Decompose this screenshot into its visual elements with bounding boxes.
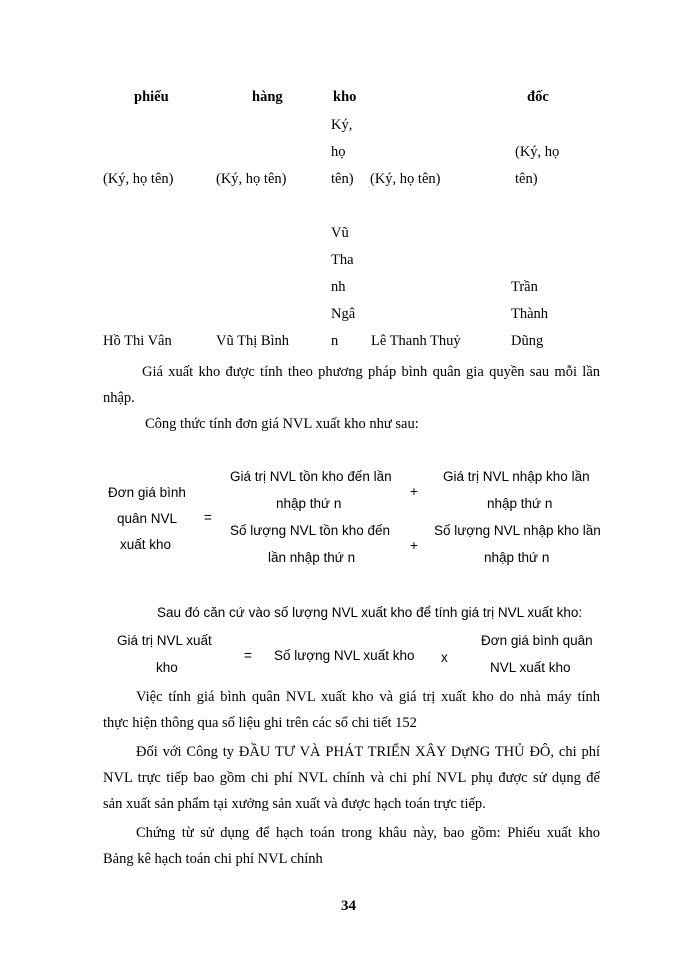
col2-sign-label: (Ký, họ tên) [216, 171, 287, 187]
formula2-lhs-line-2: kho [156, 660, 178, 675]
page-number: 34 [341, 898, 356, 914]
formula1-denominator-left-line-1: Số lượng NVL tồn kho đến [230, 523, 390, 538]
paragraph-documents [103, 820, 600, 872]
formula1-plus-top: + [410, 484, 418, 499]
formula1-numerator-right-line-2: nhập thứ n [487, 496, 553, 511]
formula1-equals: = [204, 510, 212, 525]
col5-sign-line-2: tên) [515, 171, 538, 187]
formula2-equals: = [244, 648, 252, 663]
paragraph-line: thực hiện thông qua số liệu ghi trên các sổ chi tiết 152 [103, 715, 417, 731]
col4-sign-label: (Ký, họ tên) [370, 171, 441, 187]
formula1-lhs-line-2: quân NVL [117, 511, 178, 526]
signature-header-kho: kho [333, 89, 357, 105]
col5-name-line-1: Trần [511, 279, 538, 295]
formula2-quantity: Số lượng NVL xuất kho [274, 648, 415, 663]
formula1-numerator-left-line-1: Giá trị NVL tồn kho đến lần [230, 469, 392, 484]
paragraph-line: Chứng từ sử dụng để hạch toán trong khâu này, bao gồm: Phiếu xuất kho [136, 825, 600, 841]
formula2-intro: Sau đó căn cứ vào số lượng NVL xuất kho để tính giá trị NVL xuất kho: [157, 605, 583, 620]
formula1-numerator-right-line-1: Giá trị NVL nhập kho lần [443, 469, 590, 484]
col3-sign-line-3: tên) [331, 171, 354, 187]
col3-name-line-3: nh [331, 279, 346, 295]
formula2-times: x [441, 650, 448, 665]
formula1-lhs-line-1: Đơn giá bình [108, 485, 186, 500]
col5-sign-line-1: (Ký, họ [515, 144, 560, 160]
col3-sign-line-1: Ký, [331, 117, 353, 133]
signer-name-1: Hồ Thi Vân [103, 333, 172, 349]
formula1-denominator-right-line-2: nhập thứ n [484, 550, 550, 565]
col3-name-line-5: n [331, 333, 339, 349]
col1-sign-label: (Ký, họ tên) [103, 171, 174, 187]
paragraph-line: nhập. [103, 390, 135, 406]
col3-name-line-4: Ngâ [331, 306, 356, 322]
formula2-price-line-2: NVL xuất kho [490, 660, 571, 675]
paragraph-line: Bảng kê hạch toán chi phí NVL chính [103, 851, 323, 867]
col3-name-line-1: Vũ [331, 225, 349, 241]
formula1-plus-bottom: + [410, 538, 418, 553]
col5-name-line-2: Thành [511, 306, 549, 322]
formula1-lhs-line-3: xuất kho [120, 537, 172, 552]
signer-name-2: Vũ Thị Bình [216, 333, 290, 349]
signature-header-hang: hàng [252, 89, 283, 105]
signature-header-doc: đốc [527, 89, 549, 105]
col3-sign-line-2: họ [331, 144, 346, 160]
col3-name-line-2: Tha [331, 252, 354, 268]
formula1-denominator-left-line-2: lần nhập thứ n [268, 550, 356, 565]
paragraph-pricing-method [103, 359, 600, 411]
signer-name-3: Lê Thanh Thuỷ [371, 333, 461, 349]
col5-name-line-3: Dũng [511, 333, 544, 349]
formula1-denominator-right-line-1: Số lượng NVL nhập kho lần [434, 523, 601, 538]
formula2-lhs-line-1: Giá trị NVL xuất [117, 633, 212, 648]
paragraph-calculation [103, 684, 600, 736]
paragraph-line: Đối với Công ty ĐẦU TƯ VÀ PHÁT TRIỂN XÂY DựNG THỦ ĐÔ, chi phí [136, 744, 600, 760]
signature-header-phieu: phiếu [134, 89, 169, 105]
paragraph-line: sản xuất sản phẩm tại xưởng sản xuất và được hạch toán trực tiếp. [103, 796, 486, 812]
formula-intro: Công thức tính đơn giá NVL xuất kho như sau: [145, 416, 419, 432]
paragraph-company-costs [103, 739, 600, 817]
formula2-price-line-1: Đơn giá bình quân [481, 633, 593, 648]
paragraph-line: NVL trực tiếp bao gồm chi phí NVL chính và chi phí NVL phụ được sử dụng để [103, 770, 600, 786]
formula1-numerator-left-line-2: nhập thứ n [276, 496, 342, 511]
paragraph-line: Giá xuất kho được tính theo phương pháp bình quân gia quyền sau mỗi lần [142, 364, 600, 380]
paragraph-line: Việc tính giá bình quân NVL xuất kho và giá trị xuất kho do nhà máy tính [136, 689, 600, 705]
